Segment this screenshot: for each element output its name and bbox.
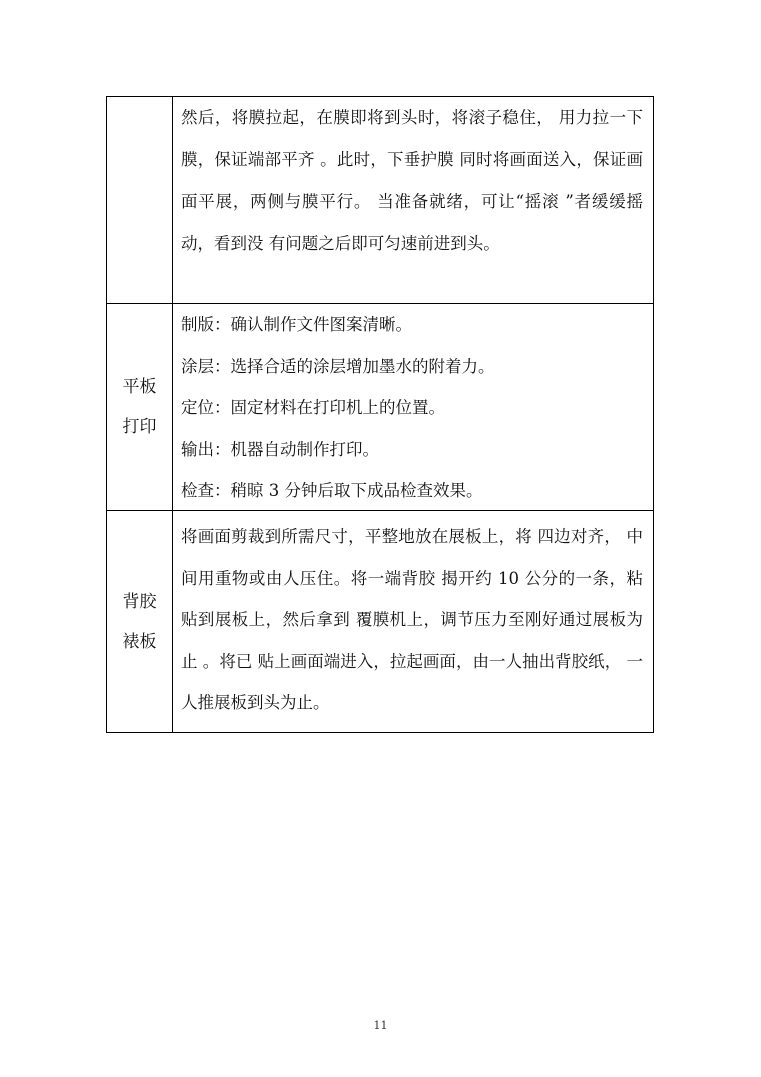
row-label-line: 背胶 bbox=[122, 591, 157, 612]
step-item: 涂层：选择合适的涂层增加墨水的附着力。 bbox=[181, 356, 495, 376]
step-item: 定位：固定材料在打印机上的位置。 bbox=[181, 398, 445, 417]
row-label-cell bbox=[107, 511, 173, 732]
step-item: 检查：稍晾 3 分钟后取下成品检查效果。 bbox=[181, 481, 483, 500]
row-content-cell bbox=[173, 97, 653, 303]
table-row bbox=[107, 97, 653, 304]
process-table bbox=[106, 96, 654, 733]
step-item: 制版：确认制作文件图案清晰。 bbox=[181, 315, 412, 334]
table-row bbox=[107, 511, 653, 732]
table-row bbox=[107, 304, 653, 511]
row-label-line: 平板 bbox=[122, 377, 157, 397]
page-number: 11 bbox=[373, 1019, 388, 1032]
mounting-text: 将画面剪裁到所需尺寸，平整地放在展板上，将 四边对齐， 中间用重物或由人压住。将一端背胶 揭开约 10 公分的一条，粘贴到展板上，然后拿到 覆膜机上，调节压力至刚好通过展板为止 。将已 贴上画面端进入，拉起画面，由一人抽出背胶纸， 一人推展板到头为止。 bbox=[181, 527, 643, 712]
row-label-line: 打印 bbox=[122, 417, 157, 437]
row-content-cell bbox=[173, 511, 653, 732]
row-label-cell bbox=[107, 97, 173, 303]
row-label-line: 裱板 bbox=[122, 631, 157, 652]
row-content-cell bbox=[173, 304, 653, 510]
lamination-text: 然后，将膜拉起，在膜即将到头时，将滚子稳住， 用力拉一下膜，保证端部平齐 。此时，下垂护膜 同时将画面送入，保证画面平展，两侧与膜平行。 当准备就绪，可让“摇滚 ”者缓缓摇动，看到没 有问题之后即可匀速前进到头。 bbox=[181, 108, 643, 253]
step-item: 输出：机器自动制作打印。 bbox=[181, 439, 379, 459]
row-label-cell bbox=[107, 304, 173, 510]
